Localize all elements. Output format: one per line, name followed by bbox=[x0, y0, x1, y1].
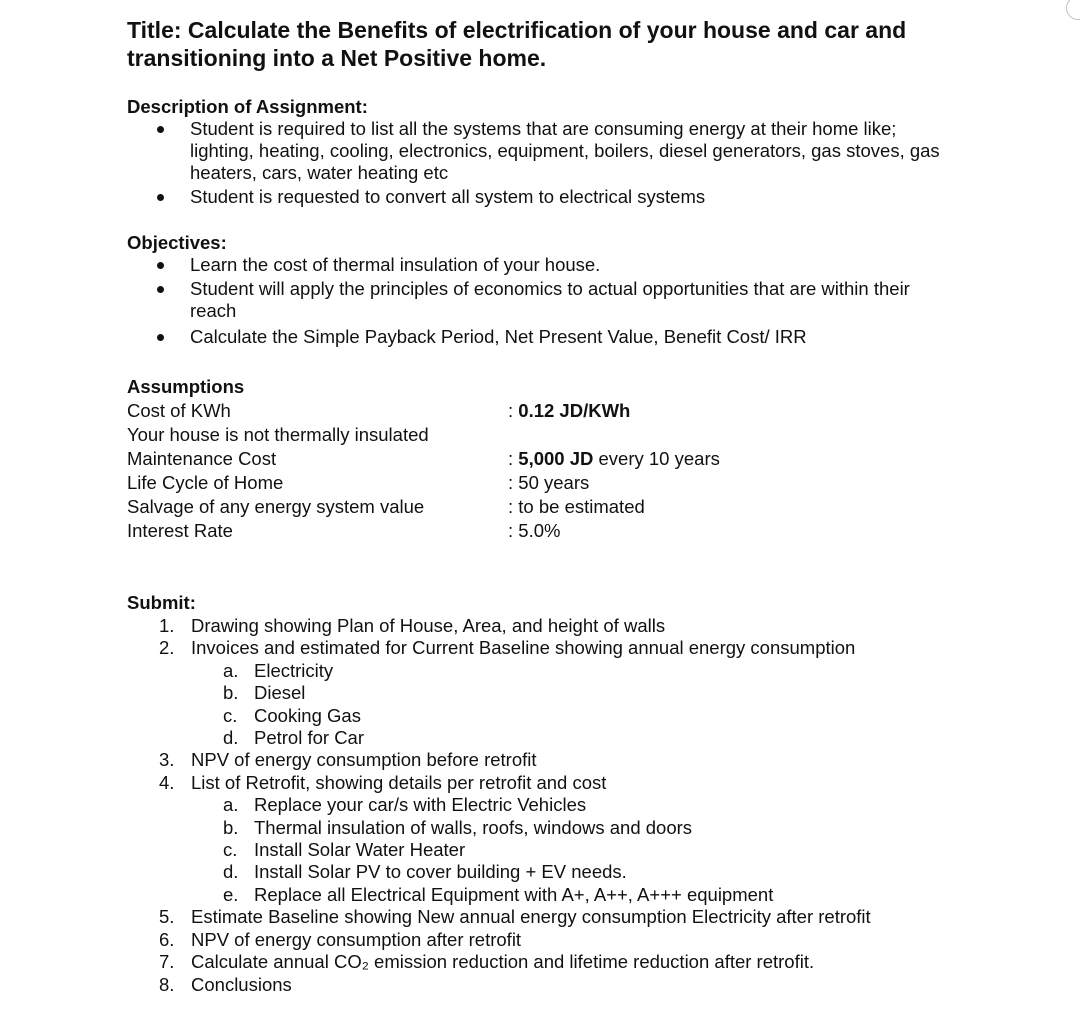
submit-subitem bbox=[191, 682, 967, 704]
objective-bullet: Calculate the Simple Payback Period, Net Present Value, Benefit Cost/ IRR bbox=[127, 326, 957, 348]
submit-subitem-list bbox=[191, 794, 967, 906]
assumption-label: Life Cycle of Home bbox=[127, 472, 284, 493]
assumption-row bbox=[127, 447, 827, 471]
assumption-row bbox=[127, 471, 827, 495]
submit-subitem-text: Install Solar Water Heater bbox=[254, 839, 466, 861]
submit-subitem-letter: e. bbox=[223, 883, 239, 905]
submit-subitem bbox=[191, 861, 967, 883]
assumption-value-text: 50 years bbox=[518, 472, 590, 493]
assumption-row bbox=[127, 495, 827, 519]
submit-item-number: 6. bbox=[159, 928, 175, 950]
objectives-section bbox=[127, 232, 957, 348]
submit-subitem bbox=[191, 727, 967, 749]
submit-subitem-text: Replace all Electrical Equipment with A+, A++, A+++ equipment bbox=[254, 883, 774, 905]
submit-item-text: Drawing showing Plan of House, Area, and height of walls bbox=[191, 615, 666, 636]
submit-item-text: Estimate Baseline showing New annual energy consumption Electricity after retrofit bbox=[191, 906, 871, 928]
description-bullet: Student is requested to convert all system to electrical systems bbox=[127, 186, 957, 208]
submit-item bbox=[127, 906, 967, 928]
submit-subitem-letter: b. bbox=[223, 682, 239, 704]
page-curl-decoration bbox=[1066, 0, 1080, 20]
submit-item-text: Calculate annual CO₂ emission reduction and lifetime reduction after retrofit. bbox=[191, 951, 815, 973]
submit-item-number: 5. bbox=[159, 906, 175, 928]
assumption-label: Maintenance Cost bbox=[127, 448, 277, 469]
submit-subitem-letter: d. bbox=[223, 861, 239, 883]
assumptions-section bbox=[127, 375, 827, 543]
submit-item-number: 4. bbox=[159, 771, 175, 793]
submit-subitem-list bbox=[191, 660, 967, 750]
assumption-value-bold: 0.12 JD/KWh bbox=[518, 400, 631, 421]
description-heading: Description of Assignment: bbox=[127, 96, 368, 117]
submit-section bbox=[127, 592, 967, 996]
submit-item-text: NPV of energy consumption before retrofit bbox=[191, 749, 537, 771]
submit-subitem-text: Cooking Gas bbox=[254, 704, 361, 726]
assumption-value-bold: 5,000 JD bbox=[518, 448, 594, 469]
submit-subitem bbox=[191, 705, 967, 727]
submit-item-number: 2. bbox=[159, 637, 175, 659]
objectives-bullets bbox=[127, 254, 957, 348]
assumption-value bbox=[508, 447, 720, 471]
submit-subitem-letter: c. bbox=[223, 704, 238, 726]
assumption-row bbox=[127, 423, 827, 447]
objective-bullet: Student will apply the principles of economics to actual opportunities that are within their reach bbox=[127, 278, 957, 322]
description-bullet: Student is required to list all the systems that are consuming energy at their home like; lighting, heating, cooling, electronics, equipment, boilers, diesel generators, gas stoves, gas heaters, cars, water heating etc bbox=[127, 118, 957, 184]
submit-item-text: Invoices and estimated for Current Baseline showing annual energy consumption bbox=[191, 637, 856, 659]
assumption-value bbox=[508, 519, 560, 543]
submit-subitem-letter: d. bbox=[223, 727, 239, 749]
assumption-label: Interest Rate bbox=[127, 520, 233, 541]
description-bullets bbox=[127, 118, 957, 208]
submit-item-number: 1. bbox=[159, 615, 175, 636]
submit-item-number: 8. bbox=[159, 973, 175, 995]
objectives-heading: Objectives: bbox=[127, 232, 227, 253]
submit-item bbox=[127, 974, 967, 996]
assumption-value-text: every 10 years bbox=[593, 448, 720, 469]
assumption-value-text: to be estimated bbox=[518, 496, 645, 517]
submit-subitem-letter: b. bbox=[223, 816, 239, 838]
submit-list bbox=[127, 615, 967, 996]
assumption-label: Your house is not thermally insulated bbox=[127, 424, 429, 445]
submit-item-text: NPV of energy consumption after retrofit bbox=[191, 928, 522, 950]
assumption-value bbox=[508, 471, 589, 495]
submit-subitem-letter: a. bbox=[223, 659, 239, 681]
submit-subitem-letter: a. bbox=[223, 794, 239, 816]
assumption-value-prefix: : bbox=[508, 472, 519, 493]
page-title: Title: Calculate the Benefits of electrification of your house and car and transitioning into a Net Positive home. bbox=[127, 17, 907, 71]
submit-subitem-text: Thermal insulation of walls, roofs, windows and doors bbox=[254, 816, 693, 838]
submit-subitem-text: Petrol for Car bbox=[254, 727, 365, 749]
submit-item-number: 7. bbox=[159, 951, 175, 973]
assumption-value-text: 5.0% bbox=[518, 520, 561, 541]
submit-item bbox=[127, 772, 967, 906]
assumption-value bbox=[508, 399, 630, 423]
submit-subitem-text: Diesel bbox=[254, 682, 306, 704]
submit-item-text: Conclusions bbox=[191, 973, 292, 995]
assumption-value-prefix: : bbox=[508, 496, 519, 517]
submit-subitem bbox=[191, 839, 967, 861]
submit-item bbox=[127, 637, 967, 749]
submit-item bbox=[127, 749, 967, 771]
assumptions-heading: Assumptions bbox=[127, 376, 245, 397]
submit-item bbox=[127, 615, 967, 637]
submit-item bbox=[127, 929, 967, 951]
assumption-row bbox=[127, 399, 827, 423]
submit-subitem-text: Install Solar PV to cover building + EV needs. bbox=[254, 861, 627, 883]
document-page bbox=[127, 16, 967, 995]
assumption-value-prefix: : bbox=[508, 520, 519, 541]
submit-subitem-letter: c. bbox=[223, 839, 238, 861]
submit-item bbox=[127, 951, 967, 973]
assumption-value bbox=[508, 495, 645, 519]
assumptions-table bbox=[127, 399, 827, 543]
description-section bbox=[127, 96, 957, 208]
assumption-value-prefix: : bbox=[508, 400, 519, 421]
objective-bullet: Learn the cost of thermal insulation of your house. bbox=[127, 254, 957, 276]
submit-subitem-text: Replace your car/s with Electric Vehicles bbox=[254, 794, 587, 816]
assumption-label: Cost of KWh bbox=[127, 400, 231, 421]
assumption-label: Salvage of any energy system value bbox=[127, 496, 425, 517]
submit-subitem-text: Electricity bbox=[254, 659, 334, 681]
submit-subitem bbox=[191, 884, 967, 906]
submit-item-text: List of Retrofit, showing details per retrofit and cost bbox=[191, 771, 607, 793]
assumption-row bbox=[127, 519, 827, 543]
assumption-value-prefix: : bbox=[508, 448, 519, 469]
submit-subitem bbox=[191, 817, 967, 839]
submit-subitem bbox=[191, 660, 967, 682]
submit-subitem bbox=[191, 794, 967, 816]
submit-item-number: 3. bbox=[159, 749, 175, 771]
submit-heading: Submit: bbox=[127, 592, 196, 613]
